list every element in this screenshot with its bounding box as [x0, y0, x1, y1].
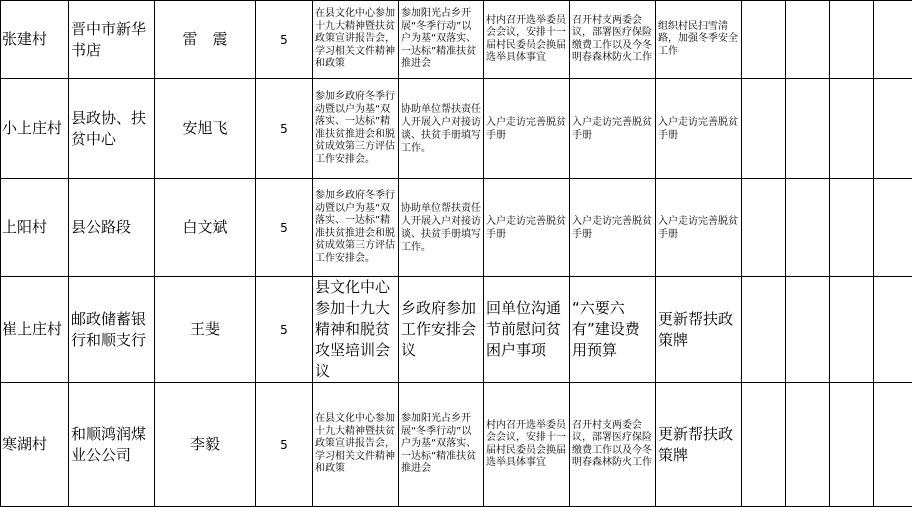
empty-cell	[874, 277, 912, 383]
unit-cell: 县政协、扶贫中心	[69, 79, 155, 179]
activity-cell: 入户走访完善脱贫手册	[656, 79, 742, 179]
activity-cell: 县文化中心参加十九大精神和脱贫攻坚培训会议	[313, 277, 399, 383]
empty-cell	[786, 277, 830, 383]
activity-cell: 更新帮扶政策牌	[656, 277, 742, 383]
village-cell: 张建村	[1, 1, 69, 79]
activity-cell: 更新帮扶政策牌	[656, 383, 742, 507]
table-row	[1, 383, 912, 507]
days-cell: 5	[256, 1, 313, 79]
activity-cell: 入户走访完善脱贫手册	[656, 179, 742, 277]
empty-cell	[830, 1, 874, 79]
table-row	[1, 1, 912, 79]
activity-cell: 乡政府参加工作安排会议	[399, 277, 484, 383]
activity-cell: “六要六有”建设费用预算	[570, 277, 656, 383]
activity-cell: 入户走访完善脱贫手册	[484, 79, 570, 179]
empty-cell	[830, 79, 874, 179]
activity-cell: 在县文化中心参加十九大精神暨扶贫政策宣讲报告会，学习相关文件精神和政策	[313, 383, 399, 507]
person-cell: 安旭飞	[155, 79, 256, 179]
table-row	[1, 277, 912, 383]
empty-cell	[786, 1, 830, 79]
activity-cell: 协助单位帮扶责任人开展入户对接访谈、扶贫手册填写工作。	[399, 79, 484, 179]
days-cell: 5	[256, 79, 313, 179]
village-cell: 上阳村	[1, 179, 69, 277]
days-cell: 5	[256, 277, 313, 383]
activity-cell: 协助单位帮扶责任人开展入户对接访谈、扶贫手册填写工作。	[399, 179, 484, 277]
person-cell: 王斐	[155, 277, 256, 383]
empty-cell	[742, 179, 786, 277]
table-row	[1, 179, 912, 277]
activity-cell: 参加阳光占乡开展“冬季行动”以户为基“双落实、一达标”精准扶贫推进会	[399, 383, 484, 507]
person-cell: 雷 震	[155, 1, 256, 79]
person-cell: 李毅	[155, 383, 256, 507]
unit-cell: 邮政储蓄银行和顺支行	[69, 277, 155, 383]
person-cell: 白文斌	[155, 179, 256, 277]
empty-cell	[742, 1, 786, 79]
activity-cell: 入户走访完善脱贫手册	[570, 179, 656, 277]
village-cell: 崔上庄村	[1, 277, 69, 383]
empty-cell	[786, 179, 830, 277]
empty-cell	[874, 179, 912, 277]
activity-cell: 参加阳光占乡开展“冬季行动”以户为基“双落实、一达标”精准扶贫推进会	[399, 1, 484, 79]
activity-cell: 参加乡政府冬季行动暨以户为基“双落实、一达标”精准扶贫推进会和脱贫成效第三方评估工作安排会。	[313, 179, 399, 277]
unit-cell: 晋中市新华书店	[69, 1, 155, 79]
activity-cell: 入户走访完善脱贫手册	[484, 179, 570, 277]
activity-cell: 入户走访完善脱贫手册	[570, 79, 656, 179]
activity-cell: 参加乡政府冬季行动暨以户为基“双落实、一达标”精准扶贫推进会和脱贫成效第三方评估工作安排会。	[313, 79, 399, 179]
empty-cell	[830, 383, 874, 507]
empty-cell	[742, 277, 786, 383]
village-cell: 小上庄村	[1, 79, 69, 179]
activity-cell: 召开村支两委会议，部署医疗保险缴费工作以及今冬明春森林防火工作	[570, 1, 656, 79]
empty-cell	[742, 79, 786, 179]
activity-cell: 在县文化中心参加十九大精神暨扶贫政策宣讲报告会，学习相关文件精神和政策	[313, 1, 399, 79]
empty-cell	[786, 383, 830, 507]
empty-cell	[830, 179, 874, 277]
days-cell: 5	[256, 383, 313, 507]
activity-cell: 召开村支两委会议，部署医疗保险缴费工作以及今冬明春森林防火工作	[570, 383, 656, 507]
unit-cell: 县公路段	[69, 179, 155, 277]
village-cell: 寒湖村	[1, 383, 69, 507]
activity-cell: 村内召开选举委员会会议，安排十一届村民委员会换届选举具体事宜	[484, 1, 570, 79]
days-cell: 5	[256, 179, 313, 277]
activity-cell: 组织村民扫雪清路，加强冬季安全工作	[656, 1, 742, 79]
unit-cell: 和顺鸿润煤业公公司	[69, 383, 155, 507]
activity-cell: 村内召开选举委员会会议，安排十一届村民委员会换届选举具体事宜	[484, 383, 570, 507]
empty-cell	[874, 1, 912, 79]
empty-cell	[874, 79, 912, 179]
activity-cell: 回单位沟通节前慰问贫困户事项	[484, 277, 570, 383]
empty-cell	[742, 383, 786, 507]
empty-cell	[786, 79, 830, 179]
table-row	[1, 79, 912, 179]
empty-cell	[830, 277, 874, 383]
empty-cell	[874, 383, 912, 507]
